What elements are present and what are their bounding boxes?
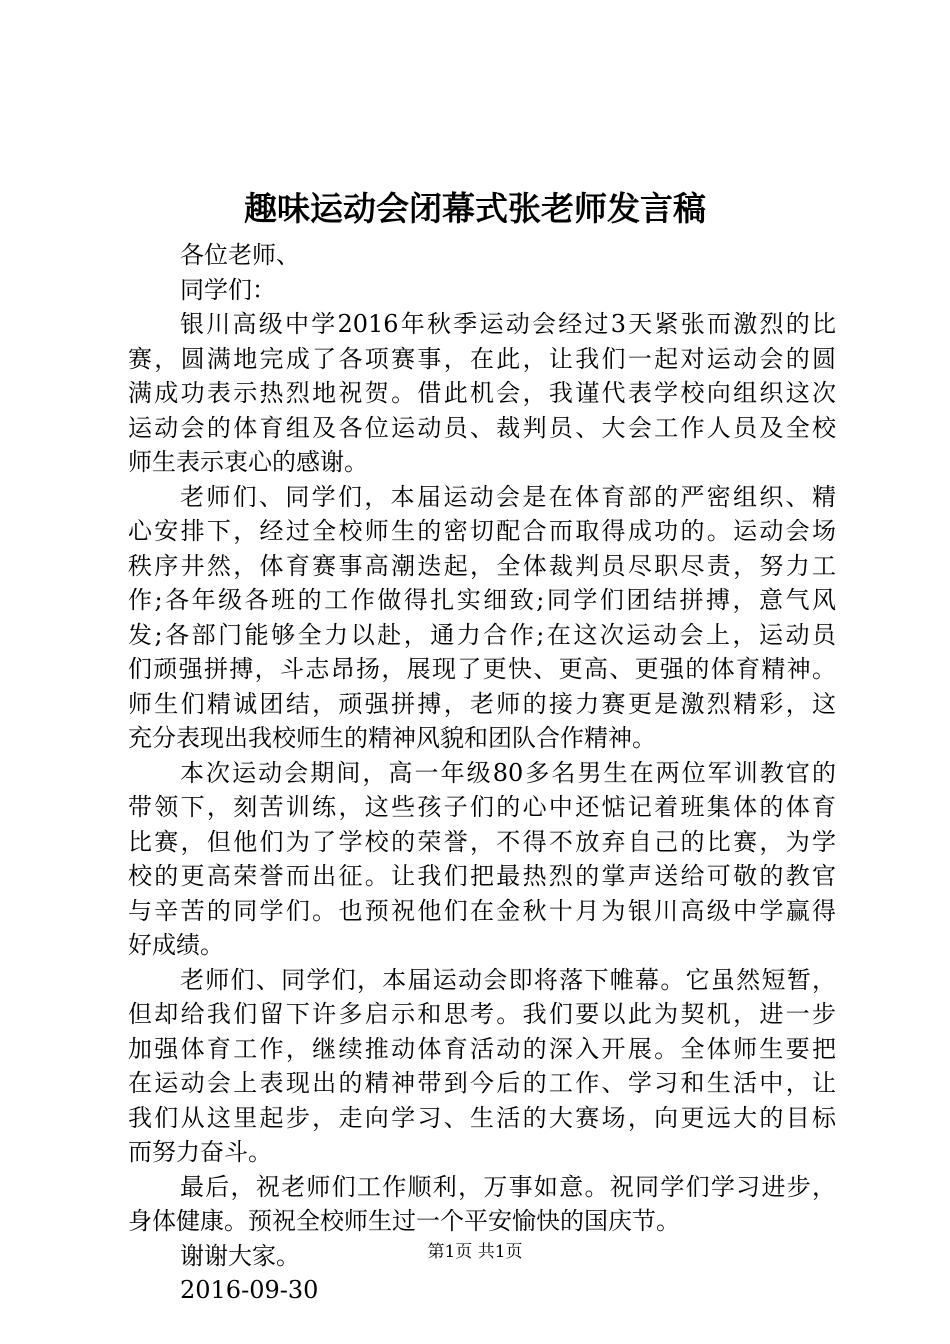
text-line: 充分表现出我校师生的精神风貌和团队合作精神。 — [128, 724, 656, 752]
text-line: 发;各部门能够全力以赴，通力合作;在这次运动会上，运动员 — [128, 620, 836, 649]
text-line: 带领下，刻苦训练，这些孩子们的心中还惦记着班集体的体育 — [128, 793, 836, 821]
text-line: 们顽强拼搏，斗志昂扬，展现了更快、更高、更强的体育精神。 — [128, 655, 836, 683]
text-line: 加强体育工作，继续推动体育活动的深入开展。全体师生要把 — [128, 1034, 836, 1063]
text-line: 校的更高荣誉而出征。让我们把最热烈的掌声送给可敬的教官 — [128, 862, 836, 890]
text-line: 作;各年级各班的工作做得扎实细致;同学们团结拼搏，意气风 — [128, 586, 836, 614]
text-line: 赛，圆满地完成了各项赛事，在此，让我们一起对运动会的圆 — [128, 344, 836, 373]
text-line: 同学们： — [180, 275, 276, 304]
text-line: 比赛，但他们为了学校的荣誉，不得不放弃自己的比赛，为学 — [128, 827, 836, 856]
text-line: 谢谢大家。 — [180, 1241, 300, 1270]
text-line: 而努力奋斗。 — [128, 1138, 272, 1166]
text-line: 身体健康。预祝全校师生过一个平安愉快的国庆节。 — [128, 1207, 680, 1235]
text-line: 师生们精诚团结，顽强拼搏，老师的接力赛更是激烈精彩，这 — [128, 689, 836, 718]
text-line: 在运动会上表现出的精神带到今后的工作、学习和生活中，让 — [128, 1069, 836, 1097]
text-line: 各位老师、 — [180, 241, 300, 269]
text-line: 师生表示衷心的感谢。 — [128, 448, 368, 476]
page-footer: 第1页 共1页 — [427, 1242, 523, 1262]
text-line: 运动会的体育组及各位运动员、裁判员、大会工作人员及全校 — [128, 413, 836, 442]
text-line: 但却给我们留下许多启示和思考。我们要以此为契机，进一步 — [128, 1000, 836, 1028]
text-line: 与辛苦的同学们。也预祝他们在金秋十月为银川高级中学赢得 — [128, 896, 836, 925]
text-line: 好成绩。 — [128, 931, 224, 959]
text-line: 秩序井然，体育赛事高潮迭起，全体裁判员尽职尽责，努力工 — [128, 551, 836, 580]
text-line: 老师们、同学们，本届运动会即将落下帷幕。它虽然短暂， — [180, 965, 836, 994]
text-line: 老师们、同学们，本届运动会是在体育部的严密组织、精 — [180, 482, 836, 511]
text-line: 满成功表示热烈地祝贺。借此机会，我谨代表学校向组织这次 — [128, 379, 836, 407]
text-line: 本次运动会期间，高一年级80多名男生在两位军训教官的 — [180, 758, 836, 787]
document-title: 趣味运动会闭幕式张老师发言稿 — [244, 189, 706, 228]
text-line: 心安排下，经过全校师生的密切配合而取得成功的。运动会场 — [128, 517, 836, 545]
text-line: 银川高级中学2016年秋季运动会经过3天紧张而激烈的比 — [180, 310, 836, 338]
text-line: 2016-09-30 — [180, 1276, 319, 1304]
document-body — [128, 238, 836, 1308]
text-line: 我们从这里起步，走向学习、生活的大赛场，向更远大的目标 — [128, 1103, 836, 1132]
text-line: 最后，祝老师们工作顺利，万事如意。祝同学们学习进步， — [180, 1172, 836, 1201]
